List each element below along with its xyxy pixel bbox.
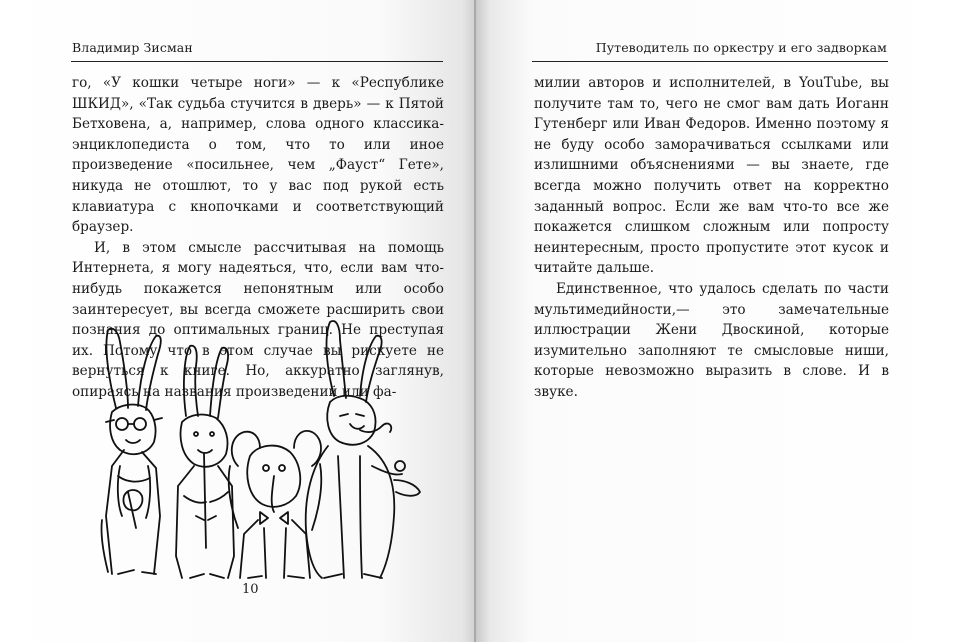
paragraph: милии авторов и исполнителей, в YouTube, вы получите там то, чего не смог вам дать Иоганн Гутенберг или Иван Федоров. Именно поэтому я не буду особо заморачиваться ссылками или излишними объяснениями — вы знаете, где всегда можно получить ответ на корректно заданный вопрос. Если же вам что-то все же покажется слишком сложным или попросту неинтересным, просто пропустите этот кусок и читайте дальше. [534, 75, 889, 277]
paragraph: И, в этом смысле рассчитывая на помощь Интернета, я могу надеяться, что, если вам что-нибудь покажется непонятным или особо заинтересует, вы всегда сможете расширить свои познания до оптимальных границ. Не преступая их. Потому что в этом случае вы рискуете не вернуться к книге. Но, аккуратно заглянув, опираясь на названия произведений или фа- [72, 239, 444, 400]
rabbit-with-flute [176, 346, 234, 578]
running-head-title: Путеводитель по оркестру и его задворкам [595, 40, 887, 55]
rabbit-with-glasses [101, 329, 162, 575]
running-head-author: Владимир Зисман [72, 40, 193, 55]
rabbits-illustration [98, 316, 428, 584]
elephant-with-bowtie [229, 431, 322, 578]
paragraph: го, «У кошки четыре ноги» — к «Республике ШКИД», «Так судьба стучится в дверь» — к Пятой Бетховена, а, например, слова одного классика-энциклопедиста о том, что то или иное произведение «посильнее, чем „Фауст“ Гете», никуда не отошлют, то у вас под рукой есть клавиатура с кнопочками и соответствующий браузер. [72, 75, 444, 236]
header-rule [532, 61, 888, 62]
tall-rabbit-with-pipe [306, 321, 420, 578]
paragraph: Единственное, что удалось сделать по части мультимедийности,— это замечательные иллюстрации Жени Двоскиной, которые изумительно заполняют те смысловые ниши, которые невозможно выразить в слове. И в звуке. [534, 280, 889, 400]
body-text [534, 73, 889, 403]
right-page [476, 0, 954, 642]
left-page [0, 0, 476, 642]
header-rule [71, 61, 443, 62]
page-number: 10 [242, 582, 259, 597]
